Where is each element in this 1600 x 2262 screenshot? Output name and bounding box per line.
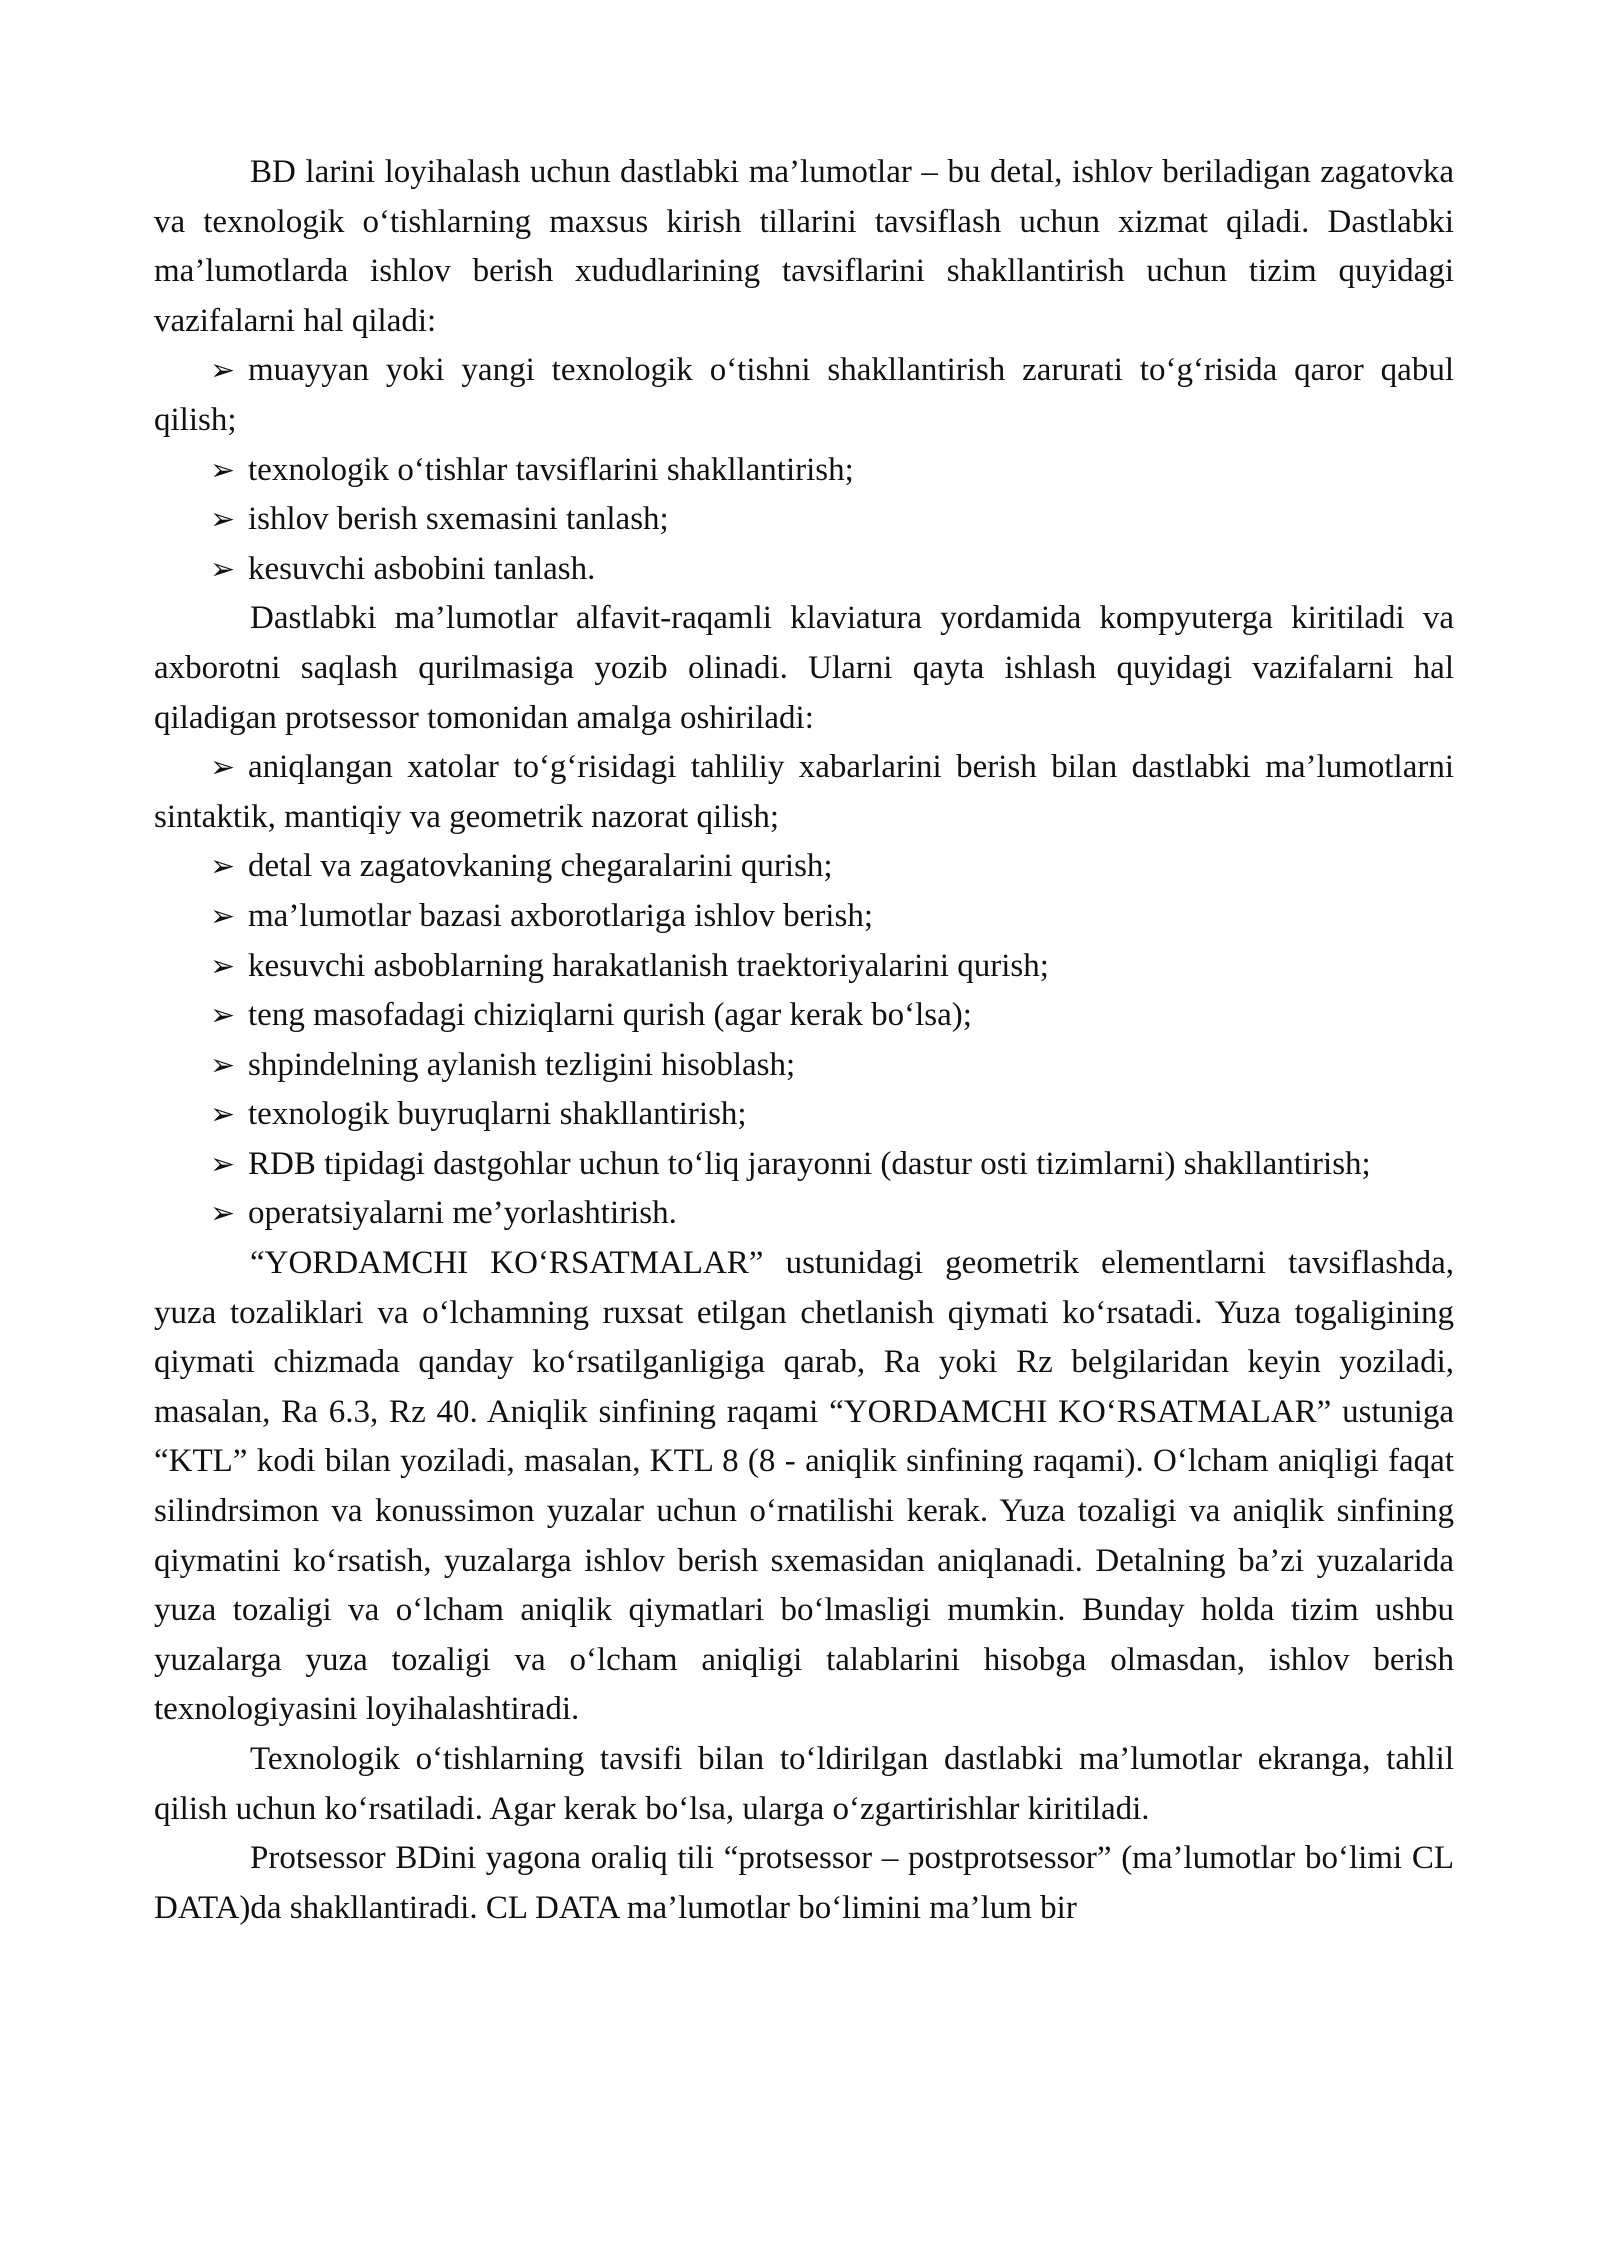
bullet-text: detal va zagatovkaning chegaralarini qurish; [248,848,833,885]
bullet-item [154,842,1454,892]
bullet-item [154,1090,1454,1140]
bullet-item [154,942,1454,992]
arrow-bullet-icon: ➢ [210,751,236,785]
bullet-text: RDB tipidagi dastgohlar uchun to‘liq jarayonni (dastur osti tizimlarni) shakllantirish; [248,1145,1371,1182]
bullet-item [154,1041,1454,1091]
arrow-bullet-icon: ➢ [210,850,236,884]
bullet-item [154,545,1454,595]
document-page [154,148,1454,1933]
bullet-item [154,495,1454,545]
arrow-bullet-icon: ➢ [210,1048,236,1082]
paragraph-cl-data: Protsessor BDini yagona oraliq tili “protsessor – postprotsessor” (ma’lumotlar bo‘limi CL DATA)da shakllantiradi. CL DATA ma’lumotlar bo‘limini ma’lum bir [154,1840,1454,1926]
bullet-text: kesuvchi asboblarning harakatlanish traektoriyalarini qurish; [248,947,1049,984]
bullet-text: muayyan yoki yangi texnologik o‘tishni shakllantirish zarurati to‘g‘risida qaror qabul qilish; [154,352,1454,438]
bullet-text: aniqlangan xatolar to‘g‘risidagi tahliliy xabarlarini berish bilan dastlabki ma’lumotlarni sintaktik, mantiqiy va geometrik nazorat qilish; [154,749,1454,835]
bullet-item [154,346,1454,445]
bullet-text: shpindelning aylanish tezligini hisoblash; [248,1046,796,1083]
bullet-item [154,991,1454,1041]
arrow-bullet-icon: ➢ [210,999,236,1033]
bullet-text: operatsiyalarni me’yorlashtirish. [248,1195,677,1232]
bullet-text: teng masofadagi chiziqlarni qurish (agar kerak bo‘lsa); [248,997,972,1034]
bullet-text: kesuvchi asbobini tanlash. [248,550,596,587]
arrow-bullet-icon: ➢ [210,503,236,537]
bullet-text: ishlov berish sxemasini tanlash; [248,501,669,538]
paragraph-input-processing: Dastlabki ma’lumotlar alfavit-raqamli klaviatura yordamida kompyuterga kiritiladi va axborotni saqlash qurilmasiga yozib olinadi. Ularni qayta ishlash quyidagi vazifalarni hal qiladigan protsessor tomonidan amalga oshiriladi: [154,600,1454,736]
arrow-bullet-icon: ➢ [210,899,236,933]
paragraph-screen-review: Texnologik o‘tishlarning tavsifi bilan to‘ldirilgan dastlabki ma’lumotlar ekranga, tahlil qilish uchun ko‘rsatiladi. Agar kerak bo‘lsa, ularga o‘zgartirishlar kiritiladi. [154,1741,1454,1827]
bullet-item [154,1140,1454,1190]
paragraph-intro: BD larini loyihalash uchun dastlabki ma’lumotlar – bu detal, ishlov beriladigan zagatovka va texnologik o‘tishlarning maxsus kirish tillarini tavsiflash uchun xizmat qiladi. Dastlabki ma’lumotlarda ishlov berish xududlarining tavsiflarini shakllantirish uchun tizim quyidagi vazifalarni hal qiladi: [154,154,1454,339]
paragraph-auxiliary-instructions: “YORDAMCHI KO‘RSATMALAR” ustunidagi geometrik elementlarni tavsiflashda, yuza tozaliklari va o‘lchamning ruxsat etilgan chetlanish qiymati ko‘rsatadi. Yuza togaligining qiymati chizmada qanday ko‘rsatilganligiga qarab, Ra yoki Rz belgilaridan keyin yoziladi, masalan, Ra 6.3, Rz 40. Aniqlik sinfining raqami “YORDAMCHI KO‘RSATMALAR” ustuniga “KTL” kodi bilan yoziladi, masalan, KTL 8 (8 - aniqlik sinfining raqami). O‘lcham aniqligi faqat silindrsimon va konussimon yuzalar uchun o‘rnatilishi kerak. Yuza tozaligi va aniqlik sinfining qiymatini ko‘rsatish, yuzalarga ishlov berish sxemasidan aniqlanadi. Detalning ba’zi yuzalarida yuza tozaligi va o‘lcham aniqlik qiymatlari bo‘lmasligi mumkin. Bunday holda tizim ushbu yuzalarga yuza tozaligi va o‘lcham aniqligi talablarini hisobga olmasdan, ishlov berish texnologiyasini loyihalashtiradi. [154,1245,1454,1728]
arrow-bullet-icon: ➢ [210,354,236,388]
arrow-bullet-icon: ➢ [210,1147,236,1181]
bullet-text: texnologik buyruqlarni shakllantirish; [248,1096,747,1133]
arrow-bullet-icon: ➢ [210,453,236,487]
bullet-item [154,892,1454,942]
bullet-item [154,1189,1454,1239]
bullet-text: ma’lumotlar bazasi axborotlariga ishlov berish; [248,897,873,934]
arrow-bullet-icon: ➢ [210,1098,236,1132]
bullet-item [154,446,1454,496]
bullet-text: texnologik o‘tishlar tavsiflarini shakllantirish; [248,451,854,488]
arrow-bullet-icon: ➢ [210,1197,236,1231]
arrow-bullet-icon: ➢ [210,949,236,983]
bullet-item [154,743,1454,842]
arrow-bullet-icon: ➢ [210,552,236,586]
